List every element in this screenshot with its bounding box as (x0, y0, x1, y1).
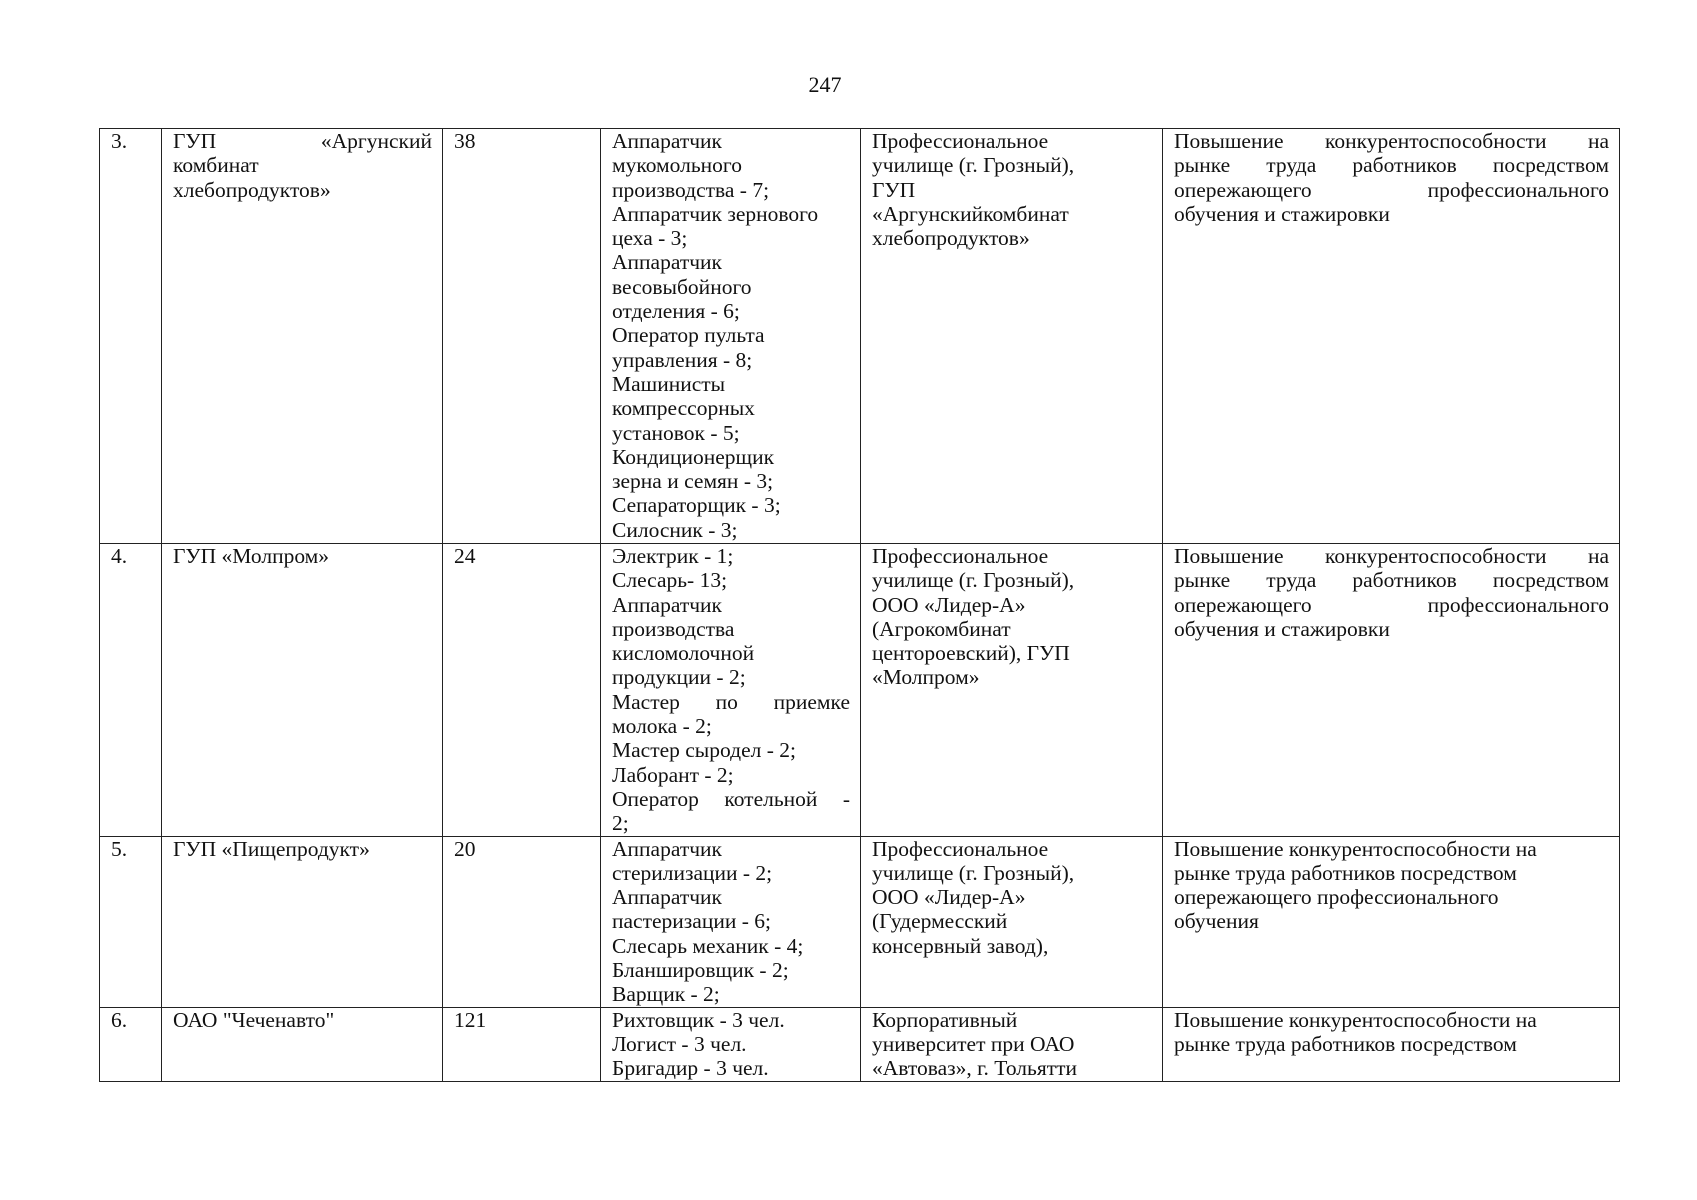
institution-line: (Агрокомбинат (872, 616, 1011, 641)
profession-line: управления - 8; (612, 347, 753, 372)
organization-cell (162, 544, 443, 837)
organization-name-line: ОАО "Чеченавто" (173, 1007, 335, 1032)
count-cell (443, 544, 601, 837)
goal-line: Повышение конкурентоспособности на (1174, 1007, 1537, 1032)
row-number-cell (100, 129, 162, 544)
institution-line: (Гудермесский (872, 909, 1008, 934)
profession-line: пастеризации - 6; (612, 909, 771, 934)
row-number: 4. (111, 544, 128, 568)
goal-text (1174, 544, 1609, 641)
goal-cell (1163, 1007, 1620, 1081)
goal-cell (1163, 544, 1620, 837)
institution-cell (861, 544, 1163, 837)
row-number: 3. (111, 129, 128, 153)
goal-cell (1163, 836, 1620, 1007)
profession-line: Варщик - 2; (612, 982, 720, 1007)
profession-line: производства (612, 616, 735, 641)
profession-line: Аппаратчик (612, 250, 722, 275)
row-number-cell (100, 836, 162, 1007)
professions-cell (601, 544, 861, 837)
row-number-cell (100, 544, 162, 837)
profession-line: Аппаратчик (612, 836, 722, 861)
table-row (100, 129, 1620, 544)
profession-line: цеха - 3; (612, 226, 688, 251)
profession-line: Слесарь- 13; (612, 568, 728, 593)
professions-cell (601, 836, 861, 1007)
professions-list (612, 1008, 850, 1081)
trainee-count: 24 (454, 544, 476, 568)
goal-line: опережающего профессионального (1174, 885, 1499, 910)
institution-line: «Молпром» (872, 665, 980, 690)
count-cell (443, 129, 601, 544)
organization-name-line: ГУП «Молпром» (173, 544, 330, 568)
institution-line: «Автоваз», г. Тольятти (872, 1056, 1078, 1081)
institution-line: «Аргунскийкомбинат (872, 201, 1069, 226)
table-row (100, 836, 1620, 1007)
profession-line: Мастер сыродел - 2; (612, 738, 796, 763)
goal-line: опережающего профессионального (1174, 592, 1609, 617)
institution-line: университет при ОАО (872, 1031, 1075, 1056)
profession-line: зерна и семян - 3; (612, 469, 774, 494)
profession-line: отделения - 6; (612, 299, 740, 324)
goal-line: рынке труда работников посредством (1174, 568, 1609, 593)
profession-line: кисломолочной (612, 641, 755, 666)
institution-text (872, 544, 1152, 690)
profession-line: Аппаратчик (612, 885, 722, 910)
profession-line: весовыбойного (612, 274, 752, 299)
institution-text (872, 837, 1152, 958)
goal-line: рынке труда работников посредством (1174, 153, 1609, 178)
row-number: 6. (111, 1007, 128, 1032)
goal-line: опережающего профессионального (1174, 177, 1609, 202)
goal-line: рынке труда работников посредством (1174, 1031, 1517, 1056)
institution-line: училище (г. Грозный), (872, 568, 1075, 593)
goal-line: обучения и стажировки (1174, 201, 1390, 226)
institution-line: училище (г. Грозный), (872, 860, 1075, 885)
institution-line: ГУП (872, 177, 916, 202)
row-number: 5. (111, 836, 128, 861)
professions-list (612, 544, 850, 836)
institution-text (872, 1008, 1152, 1081)
profession-line: Мастер по приемке (612, 689, 850, 714)
goal-line: Повышение конкурентоспособности на (1174, 544, 1609, 568)
table-row (100, 1007, 1620, 1081)
profession-line: продукции - 2; (612, 665, 746, 690)
profession-line: Машинисты (612, 371, 726, 396)
profession-line: Бригадир - 3 чел. (612, 1056, 769, 1081)
page-number: 247 (808, 72, 842, 97)
profession-line: Оператор котельной - (612, 786, 850, 811)
institution-line: центороевский), ГУП (872, 641, 1070, 666)
institution-line: Профессиональное (872, 544, 1049, 568)
profession-line: Оператор пульта (612, 323, 765, 348)
count-cell (443, 1007, 601, 1081)
organization-name (173, 1008, 432, 1032)
trainee-count: 121 (454, 1007, 487, 1032)
goal-line: Повышение конкурентоспособности на (1174, 836, 1537, 861)
institution-text (872, 129, 1152, 250)
institution-cell (861, 836, 1163, 1007)
profession-line: Аппаратчик (612, 592, 722, 617)
profession-line: Силосник - 3; (612, 517, 738, 542)
institution-line: училище (г. Грозный), (872, 153, 1075, 178)
organization-name (173, 544, 432, 568)
profession-line: Аппаратчик (612, 129, 722, 153)
institution-cell (861, 1007, 1163, 1081)
institution-line: Профессиональное (872, 836, 1049, 861)
organization-name-line: ГУП «Аргунский (173, 129, 432, 153)
institution-line: Профессиональное (872, 129, 1049, 153)
profession-line: Логист - 3 чел. (612, 1031, 747, 1056)
profession-line: молока - 2; (612, 714, 712, 739)
profession-line: Лаборант - 2; (612, 762, 734, 787)
profession-line: мукомольного (612, 153, 742, 178)
profession-line: Рихтовщик - 3 чел. (612, 1007, 785, 1032)
organization-name-line: комбинат (173, 153, 259, 178)
count-cell (443, 836, 601, 1007)
organization-name-line: ГУП «Пищепродукт» (173, 836, 370, 861)
professions-list (612, 129, 850, 542)
institution-line: ООО «Лидер-А» (872, 592, 1026, 617)
goal-cell (1163, 129, 1620, 544)
trainee-count: 20 (454, 836, 476, 861)
institution-line: хлебопродуктов» (872, 226, 1030, 251)
profession-line: Слесарь механик - 4; (612, 933, 804, 958)
goal-line: рынке труда работников посредством (1174, 860, 1517, 885)
goal-text (1174, 129, 1609, 226)
row-number-cell (100, 1007, 162, 1081)
institution-cell (861, 129, 1163, 544)
organization-cell (162, 1007, 443, 1081)
goal-text (1174, 837, 1609, 934)
profession-line: производства - 7; (612, 177, 770, 202)
profession-line: Электрик - 1; (612, 544, 734, 568)
organization-name (173, 837, 432, 861)
profession-line: 2; (612, 811, 629, 836)
professions-cell (601, 129, 861, 544)
profession-line: компрессорных (612, 396, 755, 421)
goal-line: Повышение конкурентоспособности на (1174, 129, 1609, 153)
profession-line: Сепараторщик - 3; (612, 493, 781, 518)
institution-line: ООО «Лидер-А» (872, 885, 1026, 910)
professions-cell (601, 1007, 861, 1081)
profession-line: Кондиционерщик (612, 444, 775, 469)
organization-name (173, 129, 432, 202)
goal-text (1174, 1008, 1609, 1057)
institution-line: консервный завод), (872, 933, 1049, 958)
organization-cell (162, 129, 443, 544)
trainee-count: 38 (454, 129, 476, 153)
organization-name-line: хлебопродуктов» (173, 177, 331, 202)
goal-line: обучения и стажировки (1174, 616, 1390, 641)
training-table (99, 128, 1620, 1082)
profession-line: Аппаратчик зернового (612, 201, 819, 226)
profession-line: стерилизации - 2; (612, 860, 773, 885)
organization-cell (162, 836, 443, 1007)
profession-line: Бланшировщик - 2; (612, 958, 789, 983)
institution-line: Корпоративный (872, 1007, 1018, 1032)
profession-line: установок - 5; (612, 420, 740, 445)
table-row (100, 544, 1620, 837)
professions-list (612, 837, 850, 1007)
goal-line: обучения (1174, 909, 1259, 934)
